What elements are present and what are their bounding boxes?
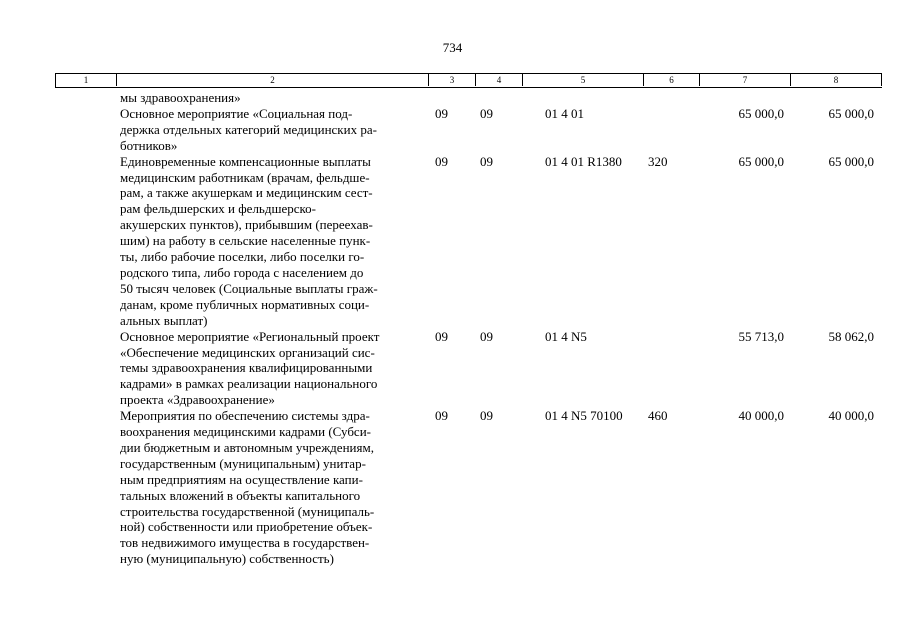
description-line: медицинским работникам (врачам, фельдше- — [120, 169, 370, 185]
cell-amount-col7: 40 000,0 — [738, 408, 784, 424]
cell-amount-col8: 40 000,0 — [828, 408, 874, 424]
cell-subsection: 09 — [480, 105, 493, 121]
row-description — [120, 154, 425, 329]
description-line: темы здравоохранения квалифицированными — [120, 360, 373, 376]
description-line: Мероприятия по обеспечению системы здра- — [120, 408, 370, 424]
description-line: шим) на работу в сельские населенные пунк- — [120, 233, 371, 249]
cell-section: 09 — [435, 153, 448, 169]
description-line: 50 тысяч человек (Социальные выплаты граж- — [120, 280, 378, 296]
header-col-4: 4 — [476, 74, 523, 86]
row-description — [120, 329, 425, 409]
description-line: проекта «Здравоохранение» — [120, 392, 275, 408]
header-col-1: 1 — [56, 74, 117, 86]
description-line: ной) собственности или приобретение объек- — [120, 519, 373, 535]
table-row — [0, 106, 905, 154]
row-description — [120, 106, 425, 154]
description-line: тов недвижимого имущества в государствен- — [120, 535, 370, 551]
description-line: мы здравоохранения» — [120, 90, 241, 105]
description-line: ным предприятиям на осуществление капи- — [120, 471, 363, 487]
header-col-8: 8 — [791, 74, 882, 86]
description-line: государственным (муниципальным) унитар- — [120, 455, 366, 471]
description-line: ты, либо рабочие поселки, либо поселки го- — [120, 249, 365, 265]
header-col-2: 2 — [117, 74, 429, 86]
table-row — [0, 329, 905, 409]
description-line: акушерских пунктов), прибывшим (переехав- — [120, 217, 373, 233]
description-line: кадрами» в рамках реализации национального — [120, 376, 378, 392]
header-col-7: 7 — [700, 74, 791, 86]
description-line: рам фельдшерских и фельдшерско- — [120, 201, 317, 217]
description-line: тальных вложений в объекты капитального — [120, 487, 361, 503]
table-header — [55, 73, 882, 88]
cell-section: 09 — [435, 328, 448, 344]
description-line: рам, а также акушеркам и медицинским сест- — [120, 185, 373, 201]
description-line: альных выплат) — [120, 312, 208, 328]
description-line: ботников» — [120, 137, 178, 153]
header-col-3: 3 — [429, 74, 476, 86]
cell-expense-type: 460 — [648, 408, 668, 424]
cell-amount-col7: 55 713,0 — [738, 328, 784, 344]
cell-subsection: 09 — [480, 153, 493, 169]
description-line: «Обеспечение медицинских организаций сис- — [120, 344, 375, 360]
row-description — [120, 90, 425, 106]
cell-subsection: 09 — [480, 408, 493, 424]
cell-target-article: 01 4 N5 — [545, 328, 587, 344]
cell-section: 09 — [435, 408, 448, 424]
table-row — [0, 154, 905, 329]
cell-amount-col7: 65 000,0 — [738, 105, 784, 121]
description-line: воохранения медицинскими кадрами (Субси- — [120, 424, 371, 440]
cell-amount-col7: 65 000,0 — [738, 153, 784, 169]
description-line: Основное мероприятие «Социальная под- — [120, 105, 353, 121]
cell-amount-col8: 65 000,0 — [828, 153, 874, 169]
description-line: строительства государственной (муниципаль- — [120, 503, 375, 519]
cell-amount-col8: 65 000,0 — [828, 105, 874, 121]
cell-expense-type: 320 — [648, 153, 668, 169]
page-number: 734 — [442, 40, 463, 55]
description-line: родского типа, либо города с населением до — [120, 264, 364, 280]
cell-target-article: 01 4 01 R1380 — [545, 153, 622, 169]
table-row — [0, 90, 905, 106]
description-line: данам, кроме публичных нормативных соци- — [120, 296, 370, 312]
cell-amount-col8: 58 062,0 — [828, 328, 874, 344]
cell-section: 09 — [435, 105, 448, 121]
table-body — [0, 90, 905, 567]
description-line: Основное мероприятие «Региональный проект — [120, 328, 380, 344]
description-line: ную (муниципальную) собственность) — [120, 551, 334, 567]
description-line: Единовременные компенсационные выплаты — [120, 153, 371, 169]
cell-target-article: 01 4 01 — [545, 105, 584, 121]
header-col-5: 5 — [523, 74, 644, 86]
description-line: держка отдельных категорий медицинских ра- — [120, 121, 377, 137]
row-description — [120, 408, 425, 567]
cell-target-article: 01 4 N5 70100 — [545, 408, 623, 424]
table-row — [0, 408, 905, 567]
cell-subsection: 09 — [480, 328, 493, 344]
header-col-6: 6 — [644, 74, 700, 86]
description-line: дии бюджетным и автономным учреждениям, — [120, 439, 374, 455]
